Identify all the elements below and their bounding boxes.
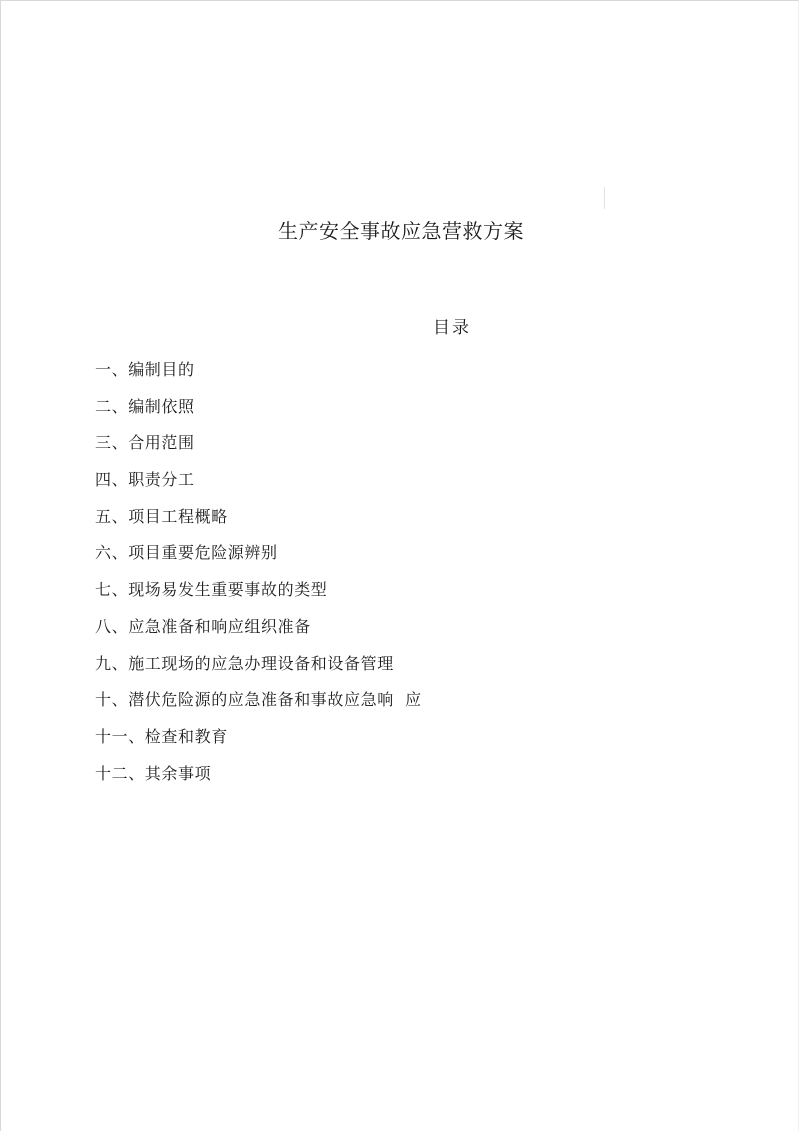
- toc-heading: 目录: [433, 318, 471, 338]
- table-of-contents: [95, 359, 422, 799]
- toc-item: 一、编制目的: [95, 360, 195, 379]
- toc-item: 八、应急准备和响应组织准备: [95, 616, 311, 636]
- document-title: 生产安全事故应急营救方案: [278, 219, 524, 243]
- scan-mark: [604, 187, 605, 209]
- toc-item: 二、编制依照: [95, 396, 195, 416]
- toc-item: 五、项目工程概略: [95, 506, 228, 526]
- toc-item: 六、项目重要危险源辨别: [95, 543, 278, 563]
- toc-item: 十二、其余事项: [95, 763, 212, 783]
- toc-item: 十一、检查和教育: [95, 726, 228, 746]
- toc-item: 九、施工现场的应急办理设备和设备管理: [95, 653, 394, 673]
- toc-item: 三、合用范围: [95, 433, 195, 453]
- toc-item: 十、潜伏危险源的应急准备和事故应急响 应: [95, 690, 422, 710]
- toc-item: 四、职责分工: [95, 470, 195, 490]
- toc-item: 七、现场易发生重要事故的类型: [95, 580, 328, 600]
